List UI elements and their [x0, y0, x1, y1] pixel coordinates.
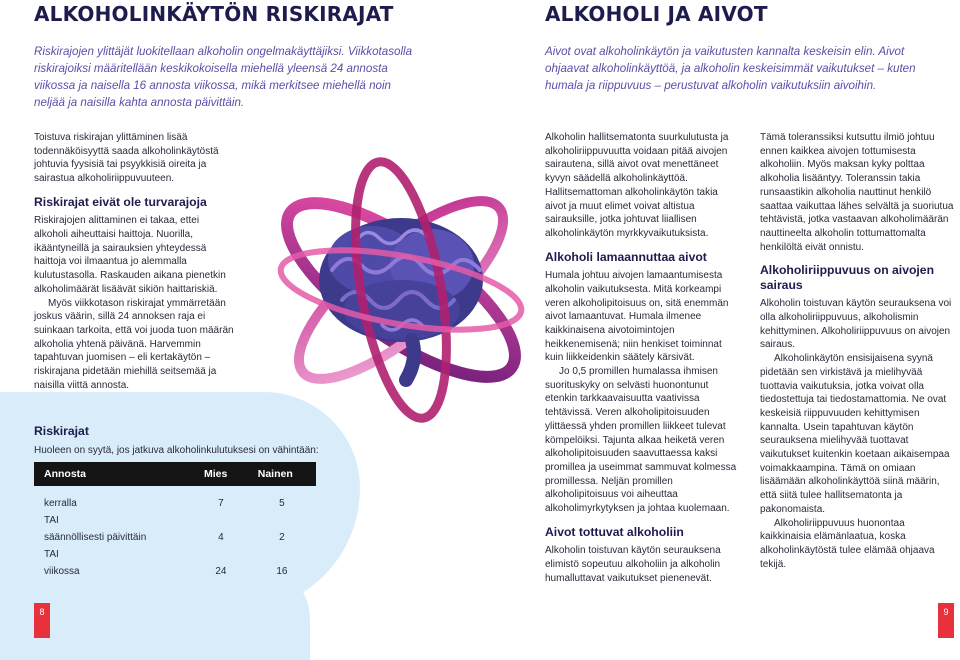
mies-value: 24 [215, 566, 227, 577]
paragraph: Alkoholin toistuvan käytön seurauksena elimistö sopeutuu alkoholiin ja alkoholin humalluttavat vaikutukset pienenevät. [545, 545, 721, 584]
table-row [34, 512, 316, 529]
risk-table [34, 462, 316, 580]
section-heading: Alkoholi lamaannuttaa aivot [545, 249, 707, 264]
paragraph: Myös viikkotason riskirajat ymmärretään joskus väärin, sillä 24 annoksen raja ei suinkaan tarkoita, että voi juoda tuon määrän alkoholia yhtenä päivänä. Harvemmin tapahtuvan juomisen – eli kertakäytön – riskirajana pidetään miehillä seitsemää ja naisilla viittä annosta. [34, 297, 234, 391]
paragraph: Alkoholin hallitsematonta suurkulutusta ja alkoholiriippuvuutta voidaan pitää aivojen sairautena, sillä aivot ovat menettäneet kyvyn säädellä alkoholinkäyttöä. Hallitsemattoman alkoholinkäytön takia aivot ja muut elimet voivat altistua sairauksille, jotka johtuvat liiallisen alkoholinkäytön myrkkyvaikutuksista. [545, 132, 729, 239]
box-title: Riskirajat [34, 424, 89, 438]
paragraph: Tämä toleranssiksi kutsuttu ilmiö johtuu ennen kaikkea aivojen tottumisesta alkoholiin. Myös maksan kyky polttaa alkoholia lisääntyy. Toleranssin takia runsaastikin alkoholia nauttinut henkilö saattaa vaikuttaa lähes selvältä ja suoriutua tehtävistä, jotka vastaavan alkoholimäärän nauttineelta alkoholin tottumattomalta henkilöltä eivät onnistu. [760, 132, 954, 253]
box-subtitle: Huoleen on syytä, jos jatkuva alkoholinkulutuksesi on vähintään: [34, 445, 319, 456]
row-label: TAI [44, 549, 59, 560]
body-left [34, 131, 234, 392]
paragraph: Humala johtuu aivojen lamaantumisesta alkoholin vaikutuksesta. Mitä korkeampi veren alkoholipitoisuus on, sitä enemmän aivot lamaantuvat. Humala ilmenee kaikkinaisena aivotoimintojen heikkenemisenä; niin henkiset toiminnat kuin liikkeidenkin säätely kärsivät. [545, 270, 729, 364]
table-row [34, 495, 316, 512]
brain-atom-icon [262, 140, 540, 440]
mies-value [194, 546, 248, 563]
table-row [34, 529, 316, 546]
header-cell: Annosta [34, 462, 194, 486]
mies-value: 4 [218, 532, 224, 543]
header-cell: Mies [194, 462, 248, 486]
nainen-value: 2 [279, 532, 285, 543]
mies-value [194, 512, 248, 529]
nainen-value: 5 [279, 498, 285, 509]
body-right-col2 [760, 131, 956, 571]
paragraph: Jo 0,5 promillen humalassa ihmisen suorituskyky on selvästi huonontunut etenkin tarkkaavaisuutta vaativissa tehtävissä. Veren alkoholipitoisuuden ylittäessä yhden promillen liikkeet tulevat kömpelöiksi. Tajunta alkaa heiketä veren alkoholipitoisuuden saavuttaessa kaksi promillea ja useimmat sammuvat kolmessa promillessa. Neljän promillen alkoholipitoisuus voi aiheuttaa alkoholimyrkytyksen ja johtaa kuolemaan. [545, 366, 737, 515]
section-heading: Aivot tottuvat alkoholiin [545, 524, 684, 539]
page-title-left: ALKOHOLINKÄYTÖN RISKIRAJAT [34, 2, 394, 26]
row-label: säännöllisesti päivittäin [44, 532, 147, 543]
section-heading: Alkoholiriippuvuus on aivojen sairaus [760, 263, 935, 292]
nainen-value: 16 [276, 566, 288, 577]
nainen-value [248, 512, 316, 529]
row-label: kerralla [44, 498, 77, 509]
section-heading: Riskirajat eivät ole turvarajoja [34, 194, 207, 209]
row-label: viikossa [44, 566, 80, 577]
mies-value: 7 [218, 498, 224, 509]
table-row [34, 563, 316, 580]
page-title-right: ALKOHOLI JA AIVOT [545, 2, 768, 26]
nainen-value [248, 546, 316, 563]
row-label: TAI [44, 515, 59, 526]
page-number-left: 8 [34, 603, 50, 638]
page-number-right: 9 [938, 603, 954, 638]
body-right-col1 [545, 131, 737, 585]
header-cell: Nainen [248, 462, 316, 486]
lead-left: Riskirajojen ylittäjät luokitellaan alkoholin ongelmakäyttäjiksi. Viikkotasolla riskirajoiksi määritellään keskikokoisella miehellä yleensä 24 annosta viikossa ja naisella 16 annosta viikossa, mikä merkitsee miehellä noin neljää ja naisilla kahta annosta päivittäin. [34, 45, 413, 109]
table-row [34, 546, 316, 563]
paragraph: Alkoholin toistuvan käytön seurauksena voi olla alkoholiriippuvuus, alkoholismin kehittyminen. Alkoholiriippuvuus on aivojen sairaus. [760, 298, 952, 351]
paragraph: Alkoholiriippuvuus huonontaa kaikkinaisia elämänlaatua, koska alkoholinkäytöstä tulee elämää ohjaava tekijä. [760, 517, 935, 570]
paragraph: Toistuva riskirajan ylittäminen lisää todennäköisyyttä saada alkoholinkäytöstä johtuvia fyysisiä tai psyykkisiä oireita ja sairastua alkoholiriippuvuuteen. [34, 132, 219, 185]
table-header-row [34, 462, 316, 486]
paragraph: Riskirajojen alittaminen ei takaa, ettei alkoholi aiheuttaisi haittoja. Nuorilla, ikääntyneillä ja sairauksien yhteydessä haittoja voi ilmaantua jo alemmalla kulutustasolla. Raskauden aikana pienetkin alkoholimäärät lisäävät sikiön haittariskiä. [34, 215, 226, 295]
paragraph: Alkoholinkäytön ensisijaisena syynä pidetään sen virkistävä ja mielihyvää tuottavia vaikutuksia, jotka voivat olla tiedostettuja tai tiedostamattomia. Ne ovat keskeisiä riippuvuuden kehittymisen kannalta. Usein tapahtuvan käytön seurauksena mielihyvää tuottavat vaikutukset kuitenkin koetaan aikaisempaa voimakkaampina. Tämä on omiaan lisäämään alkoholinkäyttöä siinä määrin, että siitä tulee hallitsematonta ja pakonomaista. [760, 353, 950, 515]
lead-right: Aivot ovat alkoholinkäytön ja vaikutusten kannalta keskeisin elin. Aivot ohjaavat alkoholinkäyttöä, ja alkoholin keskeisimmät vaikutukset – kuten humala ja riippuvuus – perustuvat alkoholin vaikutuksiin aivoihin. [545, 45, 916, 92]
brain-shape [319, 218, 483, 380]
